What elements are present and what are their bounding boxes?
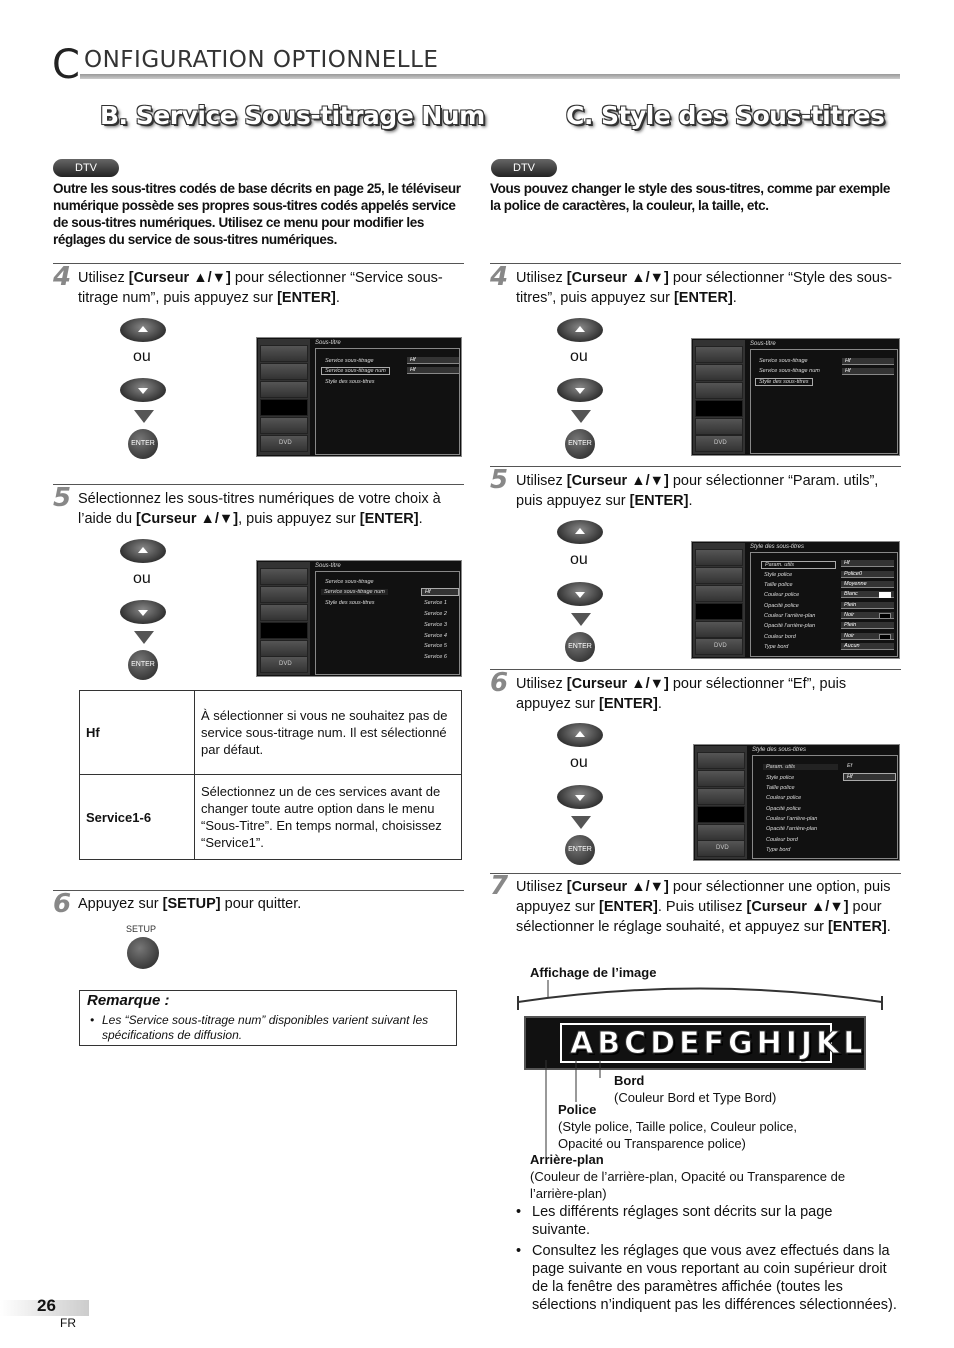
arrow-down-icon: [571, 410, 591, 423]
table-row: [80, 775, 462, 860]
style-item: Type bord: [766, 847, 791, 853]
arrow-down-icon: [571, 613, 591, 626]
divider: [53, 484, 464, 485]
style-item: Opacité l’arrière-plan: [766, 826, 818, 832]
service-option: Service 6: [424, 654, 447, 660]
lock-icon: [695, 418, 743, 435]
ou-label: ou: [570, 348, 588, 365]
step7-right: Utilisez [Curseur ▲/▼] pour sélectionner une option, puis appuyez sur [ENTER]. Puis utilisez [Curseur ▲/▼] pour sélectionner le réglage souhaité, et appuyez sur [ENTER].: [516, 879, 891, 935]
menu-value: Hf: [407, 367, 459, 374]
cursor-down-button[interactable]: [120, 378, 166, 402]
service-table: [79, 690, 462, 860]
table-desc: Sélectionnez un de ces services avant de changer toute autre option dans le menu “Sous-Titre”. En temps normal, choisissez “Service1”.: [195, 775, 462, 860]
menu-screen-style: [691, 338, 900, 456]
step-number: 4: [53, 262, 72, 292]
menu-item: Style des sous-titres: [325, 379, 375, 385]
menu-value: Hf: [842, 368, 894, 375]
cursor-down-button[interactable]: [120, 600, 166, 624]
cursor-up-button[interactable]: [557, 520, 603, 544]
arrow-down-icon: [571, 816, 591, 829]
lock-icon: [260, 417, 308, 434]
ou-label: ou: [133, 570, 151, 587]
menu-panel: [315, 348, 460, 455]
arrow-down-icon: [134, 631, 154, 644]
service-option: Service 5: [424, 643, 447, 649]
page-number: 26: [37, 1296, 56, 1315]
bullet-item: Les différents réglages sont décrits sur la page suivante.: [532, 1204, 833, 1238]
enter-button[interactable]: ENTER: [128, 429, 158, 459]
bullet-item: Consultez les réglages que vous avez effectués dans la page suivante en vous reportant au coin supérieur droit de la fenêtre des paramètres affichée (toutes les sélections n’indiquent pas les différences sélectionnées).: [532, 1243, 897, 1313]
menu-screen-ef: [693, 744, 900, 861]
arrow-down-icon: [134, 410, 154, 423]
header-initial: C: [52, 42, 80, 88]
table-key: Hf: [80, 691, 195, 775]
service-option: Hf: [421, 588, 459, 596]
style-item: Taille police: [766, 785, 795, 791]
divider: [53, 890, 464, 891]
caption-icon: [260, 399, 308, 416]
menu-sidebar: [695, 746, 747, 859]
cursor-up-button[interactable]: [557, 318, 603, 342]
menu-title: Sous-titre: [315, 340, 341, 346]
cursor-up-button[interactable]: [557, 723, 603, 747]
caption-icon: [697, 806, 745, 823]
menu-screen-param: [691, 541, 900, 659]
style-value: Moyenne: [841, 581, 894, 588]
cursor-up-button[interactable]: [120, 318, 166, 342]
step-number: 7: [490, 871, 509, 901]
step-number: 6: [490, 668, 509, 698]
divider: [490, 466, 901, 467]
intro-right: Vous pouvez changer le style des sous-titres, comme par exemple la police de caractères, la couleur, la taille, etc.: [490, 181, 890, 213]
divider: [490, 669, 901, 670]
style-item: Couleur police: [764, 592, 800, 598]
bullet-dot: •: [516, 1204, 522, 1220]
caption-icon: [695, 603, 743, 620]
affichage-label: Affichage de l’image: [530, 965, 657, 980]
menu-title: Style des sous-titres: [752, 747, 807, 753]
dvd-icon: DVD: [695, 435, 743, 452]
language-code: FR: [60, 1316, 76, 1330]
style-value: Plein: [841, 602, 894, 609]
menu-item: Service sous-titrage: [759, 358, 808, 364]
sound-icon: [260, 363, 308, 380]
dvd-icon: DVD: [697, 840, 745, 857]
picture-icon: [695, 549, 743, 566]
style-item-selected: Param. utils: [761, 561, 836, 569]
lock-icon: [260, 640, 308, 657]
step4-left: Utilisez [Curseur ▲/▼] pour sélectionner “Service sous-titrage num”, puis appuyez sur [ENTER].: [78, 270, 443, 306]
setup-icon: [260, 604, 308, 621]
style-value: Aucun: [841, 643, 894, 650]
cursor-down-button[interactable]: [557, 785, 603, 809]
step-number: 4: [490, 262, 509, 292]
style-item: Style police: [764, 572, 793, 578]
arriere-label: Arrière-plan (Couleur de l’arrière-plan, Opacité ou Transparence de l’arrière-plan): [530, 1152, 846, 1201]
cursor-down-button[interactable]: [557, 378, 603, 402]
style-item: Opacité police: [766, 806, 801, 812]
remark-title: Remarque :: [87, 992, 170, 1009]
menu-screen-services: [256, 560, 462, 677]
setup-label: SETUP: [126, 924, 157, 934]
menu-value: Hf: [842, 358, 894, 365]
menu-title: Style des sous-titres: [750, 544, 805, 550]
menu-item: Service sous-titrage num: [759, 368, 820, 374]
menu-title: Sous-titre: [315, 563, 341, 569]
setup-icon: [697, 788, 745, 805]
lock-icon: [697, 824, 745, 841]
cursor-up-button[interactable]: [120, 539, 166, 563]
menu-sidebar: [258, 562, 310, 675]
ef-option: Ef: [847, 763, 853, 769]
style-value: Noir: [841, 633, 894, 640]
ou-label: ou: [570, 754, 588, 771]
divider: [53, 263, 464, 264]
menu-item-selected: Service sous-titrage num: [321, 589, 388, 595]
ou-label: ou: [570, 551, 588, 568]
setup-icon: [695, 585, 743, 602]
style-item-selected: Param. utils: [763, 764, 838, 770]
step4-right: Utilisez [Curseur ▲/▼] pour sélectionner “Style des sous-titres”, puis appuyez sur [ENTER].: [516, 270, 893, 306]
image-curve: [518, 989, 882, 1003]
picture-icon: [697, 752, 745, 769]
menu-item-selected: Service sous-titrage num: [321, 367, 390, 375]
ou-label: ou: [133, 348, 151, 365]
step-number: 5: [53, 483, 72, 513]
table-desc: À sélectionner si vous ne souhaitez pas de service sous-titrage num. Il est sélectionné par défaut.: [195, 691, 462, 775]
dvd-icon: DVD: [260, 656, 308, 673]
remark-box: [79, 990, 457, 1046]
menu-item: Service sous-titrage: [325, 579, 374, 585]
page-header-title: ONFIGURATION OPTIONNELLE: [84, 47, 439, 73]
step-number: 5: [490, 465, 509, 495]
style-item: Opacité police: [764, 603, 799, 609]
service-option: Service 1: [424, 600, 447, 606]
color-swatch: [879, 634, 891, 640]
step6-right: Utilisez [Curseur ▲/▼] pour sélectionner “Ef”, puis appuyez sur [ENTER].: [516, 676, 847, 712]
police-label: Police (Style police, Taille police, Couleur police, Opacité ou Transparence police): [558, 1102, 797, 1151]
cursor-down-button[interactable]: [557, 582, 603, 606]
table-key: Service1-6: [80, 775, 195, 860]
dvd-icon: DVD: [695, 638, 743, 655]
sound-icon: [695, 567, 743, 584]
caption-icon: [260, 622, 308, 639]
style-value: Police0: [841, 571, 894, 578]
menu-item: Service sous-titrage: [325, 358, 374, 364]
divider: [490, 263, 901, 264]
remark-text: Les “Service sous-titrage num” disponibles varient suivant les spécifications de diffusion.: [102, 1013, 429, 1042]
dtv-badge: DTV: [491, 159, 557, 177]
table-row: [80, 691, 462, 775]
dtv-badge: DTV: [53, 159, 119, 177]
dvd-icon: DVD: [260, 435, 308, 452]
style-item: Couleur l’arrière-plan: [766, 816, 818, 822]
section-title-b: B. Service Sous-titrage Num: [100, 101, 485, 130]
menu-title: Sous-titre: [750, 341, 776, 347]
menu-item-selected: Style des sous-titres: [755, 378, 813, 386]
style-value: Plein: [841, 622, 894, 629]
service-option: Service 3: [424, 622, 447, 628]
menu-sidebar: [693, 340, 745, 454]
menu-value: Hf: [407, 357, 459, 364]
sound-icon: [695, 364, 743, 381]
sound-icon: [260, 586, 308, 603]
ef-option-selected: Hf: [843, 773, 896, 781]
bullet-dot: •: [516, 1243, 522, 1259]
picture-icon: [260, 568, 308, 585]
bullet-dot: •: [90, 1013, 95, 1027]
style-item: Couleur bord: [766, 837, 798, 843]
style-value: Noir: [841, 612, 894, 619]
intro-left: Outre les sous-titres codés de base décrits en page 25, le téléviseur numérique possède ses propres sous-titres codés appelés service de sous-titres numériques. Utilisez ce menu pour modifier les réglages du service de sous-titres numériques.: [53, 181, 461, 247]
bord-label: Bord (Couleur Bord et Type Bord): [614, 1073, 777, 1105]
enter-button[interactable]: ENTER: [565, 632, 595, 662]
divider: [490, 873, 901, 874]
step-number: 6: [53, 889, 72, 919]
setup-icon: [260, 381, 308, 398]
style-value: Blanc: [841, 591, 894, 598]
setup-button[interactable]: [127, 937, 159, 969]
setup-icon: [695, 382, 743, 399]
step5-left: Sélectionnez les sous-titres numériques de votre choix à l’aide du [Curseur ▲/▼], puis appuyez sur [ENTER].: [78, 491, 441, 527]
service-option: Service 4: [424, 633, 447, 639]
color-swatch: [879, 613, 891, 619]
style-item: Type bord: [764, 644, 789, 650]
menu-sidebar: [693, 543, 745, 657]
enter-button[interactable]: ENTER: [565, 835, 595, 865]
style-item: Couleur bord: [764, 634, 796, 640]
enter-button[interactable]: ENTER: [128, 650, 158, 680]
menu-item: Style des sous-titres: [325, 600, 375, 606]
picture-icon: [260, 345, 308, 362]
style-item: Style police: [766, 775, 795, 781]
section-title-c: C. Style des Sous-titres: [566, 101, 885, 130]
picture-icon: [695, 346, 743, 363]
menu-sidebar: [258, 339, 310, 455]
lock-icon: [695, 621, 743, 638]
header-bar: [80, 74, 900, 79]
enter-button[interactable]: ENTER: [565, 429, 595, 459]
step6-left: Appuyez sur [SETUP] pour quitter.: [78, 896, 302, 912]
caption-icon: [695, 400, 743, 417]
subtitle-sample-text: ABCDEFGHIJKL: [570, 1026, 867, 1061]
style-item: Opacité l’arrière-plan: [764, 623, 816, 629]
step5-right: Utilisez [Curseur ▲/▼] pour sélectionner “Param. utils”, puis appuyez sur [ENTER].: [516, 473, 879, 509]
style-item: Taille police: [764, 582, 793, 588]
service-option: Service 2: [424, 611, 447, 617]
style-value: Hf: [841, 560, 894, 567]
color-swatch: [879, 592, 891, 598]
menu-screen-sous-titre: [256, 337, 462, 457]
style-item: Couleur l’arrière-plan: [764, 613, 816, 619]
style-item: Couleur police: [766, 795, 802, 801]
sound-icon: [697, 770, 745, 787]
